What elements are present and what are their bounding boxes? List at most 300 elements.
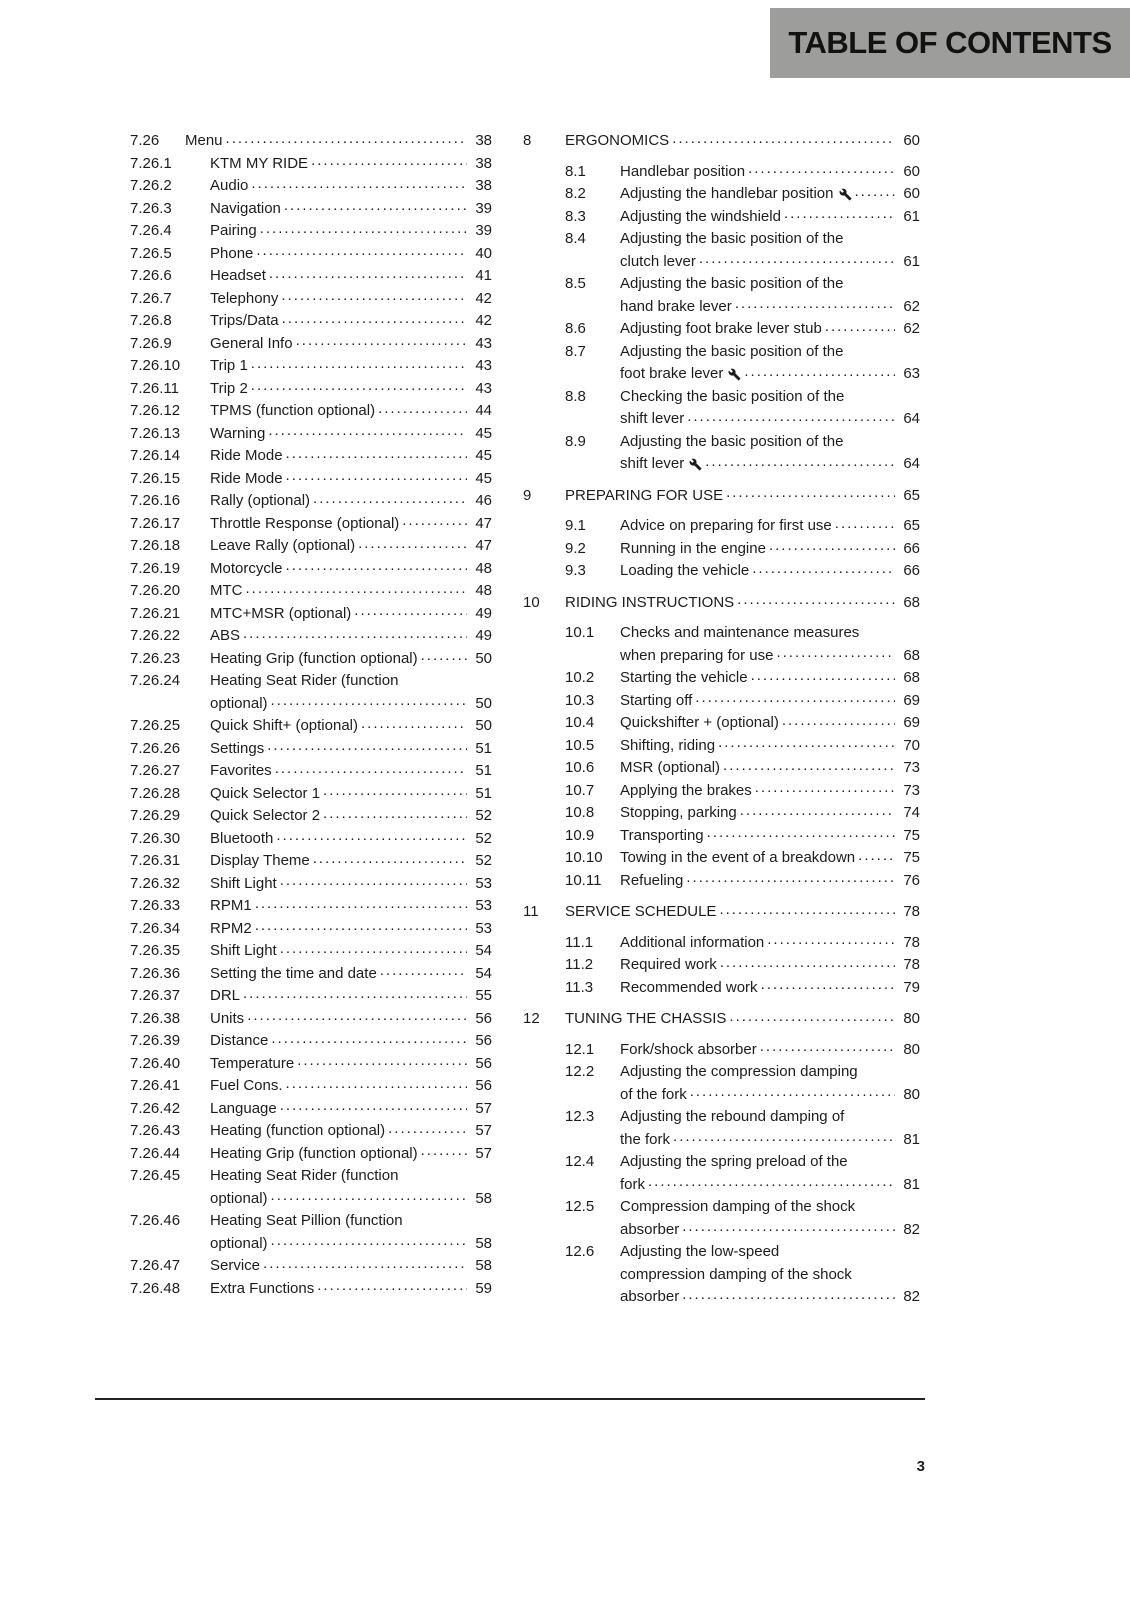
- dot-leader: [707, 825, 895, 848]
- dot-leader: [354, 603, 467, 626]
- entry-page-number: 53: [475, 919, 492, 937]
- toc-entry: [523, 1196, 920, 1241]
- entry-title-line: compression damping of the shock: [620, 1265, 852, 1283]
- entry-page-number: 38: [475, 154, 492, 172]
- entry-body: [210, 423, 492, 446]
- entry-page-number: 69: [903, 714, 920, 731]
- entry-title: Leave Rally (optional): [210, 537, 356, 554]
- toc-entry: [130, 558, 492, 581]
- entry-title: Units: [210, 1009, 245, 1027]
- dot-leader: [284, 198, 467, 221]
- entry-last-line: [210, 693, 492, 716]
- entry-page-number: 60: [903, 185, 920, 202]
- entry-last-line: [210, 760, 492, 783]
- entry-title: optional): [210, 1234, 268, 1252]
- entry-number: 7.26.14: [130, 447, 181, 464]
- entry-last-line: [210, 1233, 492, 1256]
- entry-number: 8.6: [565, 320, 586, 337]
- entry-number: 10.4: [565, 714, 595, 731]
- toc-entry: [523, 183, 920, 206]
- entry-last-line: [620, 735, 920, 758]
- entry-number: 8.5: [565, 275, 586, 292]
- entry-title: the fork: [620, 1130, 671, 1148]
- entry-number: 7.26.8: [130, 312, 172, 329]
- entry-title: Fork/shock absorber: [620, 1040, 757, 1058]
- toc-entry: [523, 825, 920, 848]
- dot-leader: [296, 333, 467, 356]
- entry-number: 7.26.17: [130, 514, 181, 532]
- entry-number: 7.26.27: [130, 762, 181, 779]
- entry-number: 12.6: [565, 1243, 595, 1260]
- entry-last-line: [210, 985, 492, 1008]
- entry-page-number: 53: [475, 874, 492, 892]
- entry-body: [620, 977, 920, 1000]
- entry-body: [210, 468, 492, 491]
- dot-leader: [740, 802, 895, 825]
- entry-body: [620, 161, 920, 184]
- entry-title: ERGONOMICS: [565, 132, 670, 149]
- dot-leader: [737, 592, 895, 615]
- dot-leader: [282, 310, 467, 333]
- entry-title: Temperature: [210, 1054, 295, 1072]
- entry-last-line: [210, 378, 492, 401]
- entry-body: [620, 1039, 920, 1062]
- entry-body: [620, 1241, 920, 1309]
- dot-leader: [735, 296, 895, 319]
- dot-leader: [686, 870, 895, 893]
- entry-page-number: 68: [903, 669, 920, 686]
- entry-title: Shifting, riding: [620, 736, 716, 754]
- entry-title-line: Adjusting the compression damping: [620, 1063, 858, 1080]
- dot-leader: [268, 423, 467, 446]
- toc-entry: [130, 783, 492, 806]
- entry-body: [210, 153, 492, 176]
- entry-body: [620, 183, 920, 206]
- entry-last-line: [620, 932, 920, 955]
- entry-number: 8.9: [565, 432, 586, 450]
- entry-number: 10.2: [565, 669, 595, 686]
- toc-entry: [523, 780, 920, 803]
- toc-entry: [523, 538, 920, 561]
- entry-page-number: 60: [903, 132, 920, 149]
- entry-body: [210, 333, 492, 356]
- entry-body: [210, 985, 492, 1008]
- toc-entry: [130, 1143, 492, 1166]
- entry-title: Headset: [210, 267, 266, 284]
- entry-body: [210, 558, 492, 581]
- entry-last-line: [210, 1188, 492, 1211]
- entry-body: [210, 1075, 492, 1098]
- toc-entry: [130, 243, 492, 266]
- entry-body: [210, 1278, 492, 1301]
- entry-title: Towing in the event of a breakdown: [620, 849, 856, 866]
- entry-last-line: [210, 513, 492, 536]
- entry-number: 7.26.43: [130, 1122, 181, 1139]
- toc-entry: [130, 940, 492, 963]
- toc-entry: [130, 580, 492, 603]
- entry-body: [210, 738, 492, 761]
- entry-last-line: [210, 220, 492, 243]
- entry-number: 7.26.1: [130, 154, 172, 172]
- entry-body: [210, 1255, 492, 1278]
- entry-body: [620, 954, 920, 977]
- entry-body: [210, 513, 492, 536]
- entry-body: [210, 400, 492, 423]
- entry-body: [620, 712, 920, 735]
- entry-last-line: [210, 1030, 492, 1053]
- dot-leader: [361, 715, 467, 738]
- entry-last-line: [620, 825, 920, 848]
- entry-number: 7.26.38: [130, 1009, 181, 1027]
- entry-page-number: 66: [903, 562, 920, 579]
- dot-leader: [751, 667, 895, 690]
- entry-page-number: 58: [475, 1257, 492, 1274]
- toc-entry: [130, 333, 492, 356]
- entry-last-line: [620, 757, 920, 780]
- toc-entry: [130, 1053, 492, 1076]
- dot-leader: [687, 408, 895, 431]
- entry-body: [185, 130, 492, 153]
- entry-number: 7.26.29: [130, 807, 181, 824]
- entry-page-number: 49: [475, 627, 492, 644]
- entry-number: 12.4: [565, 1153, 595, 1170]
- entry-last-line: [210, 333, 492, 356]
- entry-title-line: Checking the basic position of the: [620, 387, 845, 405]
- entry-last-line: [565, 1008, 920, 1031]
- entry-body: [620, 667, 920, 690]
- toc-entry: [130, 378, 492, 401]
- entry-title-line: Adjusting the basic position of the: [620, 275, 844, 292]
- entry-number: 10.11: [565, 871, 602, 889]
- entry-last-line: [620, 161, 920, 184]
- dot-leader: [275, 760, 467, 783]
- entry-title: Extra Functions: [210, 1279, 315, 1297]
- entry-title: Transporting: [620, 826, 704, 844]
- entry-title: optional): [210, 694, 268, 712]
- entry-number: 7.26.4: [130, 222, 172, 239]
- entry-title: Shift Light: [210, 874, 277, 892]
- entry-last-line: [210, 715, 492, 738]
- entry-page-number: 78: [903, 933, 920, 951]
- entry-title: KTM MY RIDE: [210, 154, 309, 172]
- entry-page-number: 64: [903, 410, 920, 427]
- entry-last-line: [210, 603, 492, 626]
- entry-number: 7.26.41: [130, 1077, 181, 1094]
- entry-title: ABS: [210, 627, 241, 644]
- entry-page-number: 78: [903, 903, 920, 920]
- dot-leader: [726, 485, 895, 508]
- toc-entry: [130, 670, 492, 715]
- entry-last-line: [620, 1039, 920, 1062]
- entry-title: Adjusting foot brake lever stub: [620, 320, 822, 337]
- entry-body: [620, 1106, 920, 1151]
- entry-last-line: [620, 712, 920, 735]
- entry-last-line: [620, 515, 920, 538]
- dot-leader: [267, 738, 467, 761]
- entry-page-number: 73: [903, 759, 920, 776]
- entry-last-line: [620, 645, 920, 668]
- entry-number: 12.3: [565, 1108, 595, 1125]
- entry-last-line: [210, 288, 492, 311]
- entry-body: [210, 175, 492, 198]
- entry-title-line: Adjusting the basic position of the: [620, 432, 844, 450]
- toc-entry: [130, 963, 492, 986]
- dot-leader: [286, 1075, 467, 1098]
- entry-page-number: 61: [903, 252, 920, 270]
- entry-page-number: 79: [903, 978, 920, 996]
- dot-leader: [226, 130, 467, 153]
- entry-title: SERVICE SCHEDULE: [565, 903, 717, 920]
- entry-number: 7.26.11: [130, 379, 179, 397]
- entry-body: [620, 386, 920, 431]
- dot-leader: [761, 977, 895, 1000]
- entry-body: [210, 265, 492, 288]
- dot-leader: [280, 940, 467, 963]
- entry-number: 7.26.40: [130, 1054, 181, 1072]
- dot-leader: [323, 783, 467, 806]
- entry-body: [210, 895, 492, 918]
- entry-number: 7.26.22: [130, 627, 181, 644]
- entry-body: [210, 1165, 492, 1210]
- entry-page-number: 56: [475, 1032, 492, 1049]
- toc-entry: [130, 895, 492, 918]
- dot-leader: [247, 1008, 467, 1031]
- entry-last-line: [210, 580, 492, 603]
- toc-entry: [523, 273, 920, 318]
- entry-page-number: 70: [903, 736, 920, 754]
- footer-divider: [95, 1398, 925, 1400]
- entry-body: [210, 625, 492, 648]
- toc-entry: [523, 592, 920, 615]
- entry-body: [210, 850, 492, 873]
- entry-last-line: [620, 453, 920, 476]
- toc-entry: [523, 431, 920, 476]
- entry-body: [210, 1053, 492, 1076]
- entry-last-line: [210, 445, 492, 468]
- entry-title: Motorcycle: [210, 559, 283, 577]
- toc-entry: [523, 690, 920, 713]
- entry-page-number: 76: [903, 871, 920, 889]
- entry-page-number: 48: [475, 559, 492, 577]
- toc-entry: [523, 318, 920, 341]
- entry-body: [210, 378, 492, 401]
- entry-page-number: 66: [903, 539, 920, 557]
- toc-entry: [130, 873, 492, 896]
- toc-entry: [523, 1008, 920, 1031]
- entry-title: Heating Grip (function optional): [210, 1144, 418, 1162]
- entry-number: 7.26.18: [130, 537, 181, 554]
- entry-title: Telephony: [210, 289, 279, 307]
- entry-last-line: [565, 901, 920, 924]
- entry-last-line: [620, 690, 920, 713]
- entry-title: Distance: [210, 1032, 269, 1049]
- entry-page-number: 81: [903, 1175, 920, 1193]
- entry-number: 10.7: [565, 781, 595, 799]
- toc-entry: [130, 715, 492, 738]
- dot-leader: [256, 243, 467, 266]
- wrench-icon: [689, 458, 702, 471]
- wrench-icon: [839, 188, 852, 201]
- entry-title: Audio: [210, 177, 249, 194]
- entry-page-number: 59: [475, 1279, 492, 1297]
- entry-title: Menu: [185, 132, 223, 149]
- entry-page-number: 50: [475, 694, 492, 712]
- entry-last-line: [210, 265, 492, 288]
- toc-entry: [523, 1039, 920, 1062]
- dot-leader: [769, 538, 895, 561]
- dot-leader: [767, 932, 895, 955]
- entry-page-number: 63: [903, 365, 920, 382]
- entry-page-number: 44: [475, 402, 492, 419]
- entry-page-number: 82: [903, 1220, 920, 1238]
- entry-title: Rally (optional): [210, 492, 311, 509]
- entry-page-number: 45: [475, 469, 492, 487]
- entry-title: clutch lever: [620, 252, 696, 270]
- toc-entry: [523, 1106, 920, 1151]
- entry-title: MTC: [210, 582, 243, 599]
- toc-entry: [523, 977, 920, 1000]
- entry-body: [620, 206, 920, 229]
- entry-title: Refueling: [620, 871, 684, 889]
- entry-title: Advice on preparing for first use: [620, 517, 832, 534]
- entry-body: [210, 918, 492, 941]
- entry-page-number: 74: [903, 804, 920, 821]
- entry-number: 11.2: [565, 956, 594, 973]
- entry-last-line: [210, 1053, 492, 1076]
- toc-entry: [130, 468, 492, 491]
- entry-page-number: 60: [903, 162, 920, 180]
- toc-entry: [130, 1120, 492, 1143]
- entry-number: 10.10: [565, 849, 603, 866]
- entry-body: [210, 940, 492, 963]
- entry-last-line: [210, 783, 492, 806]
- dot-leader: [286, 468, 467, 491]
- entry-number: 7.26.42: [130, 1099, 181, 1117]
- entry-number: 10: [523, 593, 540, 611]
- entry-page-number: 64: [903, 455, 920, 472]
- dot-leader: [760, 1039, 895, 1062]
- entry-title-line: Heating Seat Rider (function: [210, 672, 399, 689]
- entry-last-line: [210, 1098, 492, 1121]
- dot-leader: [255, 918, 467, 941]
- entry-body: [210, 760, 492, 783]
- entry-page-number: 50: [475, 649, 492, 667]
- entry-title: Starting the vehicle: [620, 669, 748, 686]
- toc-entry: [130, 535, 492, 558]
- dot-leader: [719, 901, 895, 924]
- entry-page-number: 38: [475, 132, 492, 149]
- entry-number: 7.26.33: [130, 897, 181, 914]
- dot-leader: [269, 265, 467, 288]
- entry-body: [620, 780, 920, 803]
- dot-leader: [255, 895, 467, 918]
- entry-last-line: [620, 1286, 920, 1309]
- toc-entry: [523, 228, 920, 273]
- dot-leader: [858, 847, 895, 870]
- toc-entry: [130, 760, 492, 783]
- entry-number: 10.9: [565, 826, 595, 844]
- entry-body: [620, 341, 920, 386]
- toc-entry: [523, 485, 920, 508]
- entry-title: Language: [210, 1099, 277, 1117]
- entry-number: 7.26.28: [130, 784, 181, 802]
- dot-leader: [672, 130, 895, 153]
- toc-entry: [523, 847, 920, 870]
- dot-leader: [323, 805, 467, 828]
- entry-number: 9.2: [565, 539, 586, 557]
- entry-body: [210, 1210, 492, 1255]
- toc-entry: [130, 513, 492, 536]
- entry-page-number: 51: [475, 784, 492, 802]
- entry-title: MTC+MSR (optional): [210, 604, 352, 622]
- dot-leader: [243, 985, 467, 1008]
- toc-entry: [130, 648, 492, 671]
- entry-title: RPM1: [210, 897, 252, 914]
- entry-title: fork: [620, 1175, 646, 1193]
- dot-leader: [378, 400, 467, 423]
- entry-title: General Info: [210, 334, 293, 352]
- entry-number: 8: [523, 132, 532, 149]
- entry-number: 10.8: [565, 804, 595, 821]
- toc-entry: [130, 1008, 492, 1031]
- entry-last-line: [620, 206, 920, 229]
- toc-entry: [523, 622, 920, 667]
- entry-last-line: [620, 1084, 920, 1107]
- entry-last-line: [620, 1219, 920, 1242]
- dot-leader: [690, 1084, 895, 1107]
- dot-leader: [835, 515, 895, 538]
- dot-leader: [263, 1255, 467, 1278]
- entry-title: Stopping, parking: [620, 804, 737, 821]
- toc-entry: [523, 206, 920, 229]
- dot-leader: [718, 735, 895, 758]
- toc-entry: [523, 130, 920, 153]
- entry-title: Adjusting the windshield: [620, 207, 781, 225]
- toc-entry: [523, 1061, 920, 1106]
- entry-number: 12: [523, 1010, 540, 1027]
- footer-page-number: 3: [916, 1458, 925, 1475]
- entry-title: Pairing: [210, 222, 257, 239]
- toc-entry: [523, 515, 920, 538]
- entry-body: [210, 1030, 492, 1053]
- toc-entry: [523, 932, 920, 955]
- dot-leader: [855, 183, 896, 206]
- toc-entry: [130, 603, 492, 626]
- dot-leader: [271, 693, 467, 716]
- entry-title: absorber: [620, 1220, 680, 1238]
- entry-last-line: [620, 363, 920, 386]
- dot-leader: [286, 558, 467, 581]
- entry-title: Quick Selector 2: [210, 807, 321, 824]
- toc-entry: [130, 828, 492, 851]
- entry-body: [565, 901, 920, 924]
- entry-title: Ride Mode: [210, 447, 283, 464]
- entry-number: 7.26.48: [130, 1279, 181, 1297]
- entry-last-line: [185, 130, 492, 153]
- entry-last-line: [620, 954, 920, 977]
- toc-entry: [130, 130, 492, 153]
- entry-page-number: 65: [903, 517, 920, 534]
- entry-page-number: 43: [475, 357, 492, 374]
- entry-number: 7.26.25: [130, 717, 181, 734]
- dot-leader: [421, 648, 467, 671]
- dot-leader: [313, 490, 467, 513]
- entry-body: [620, 802, 920, 825]
- entry-body: [565, 485, 920, 508]
- entry-body: [210, 873, 492, 896]
- entry-title: TPMS (function optional): [210, 402, 376, 419]
- entry-last-line: [620, 408, 920, 431]
